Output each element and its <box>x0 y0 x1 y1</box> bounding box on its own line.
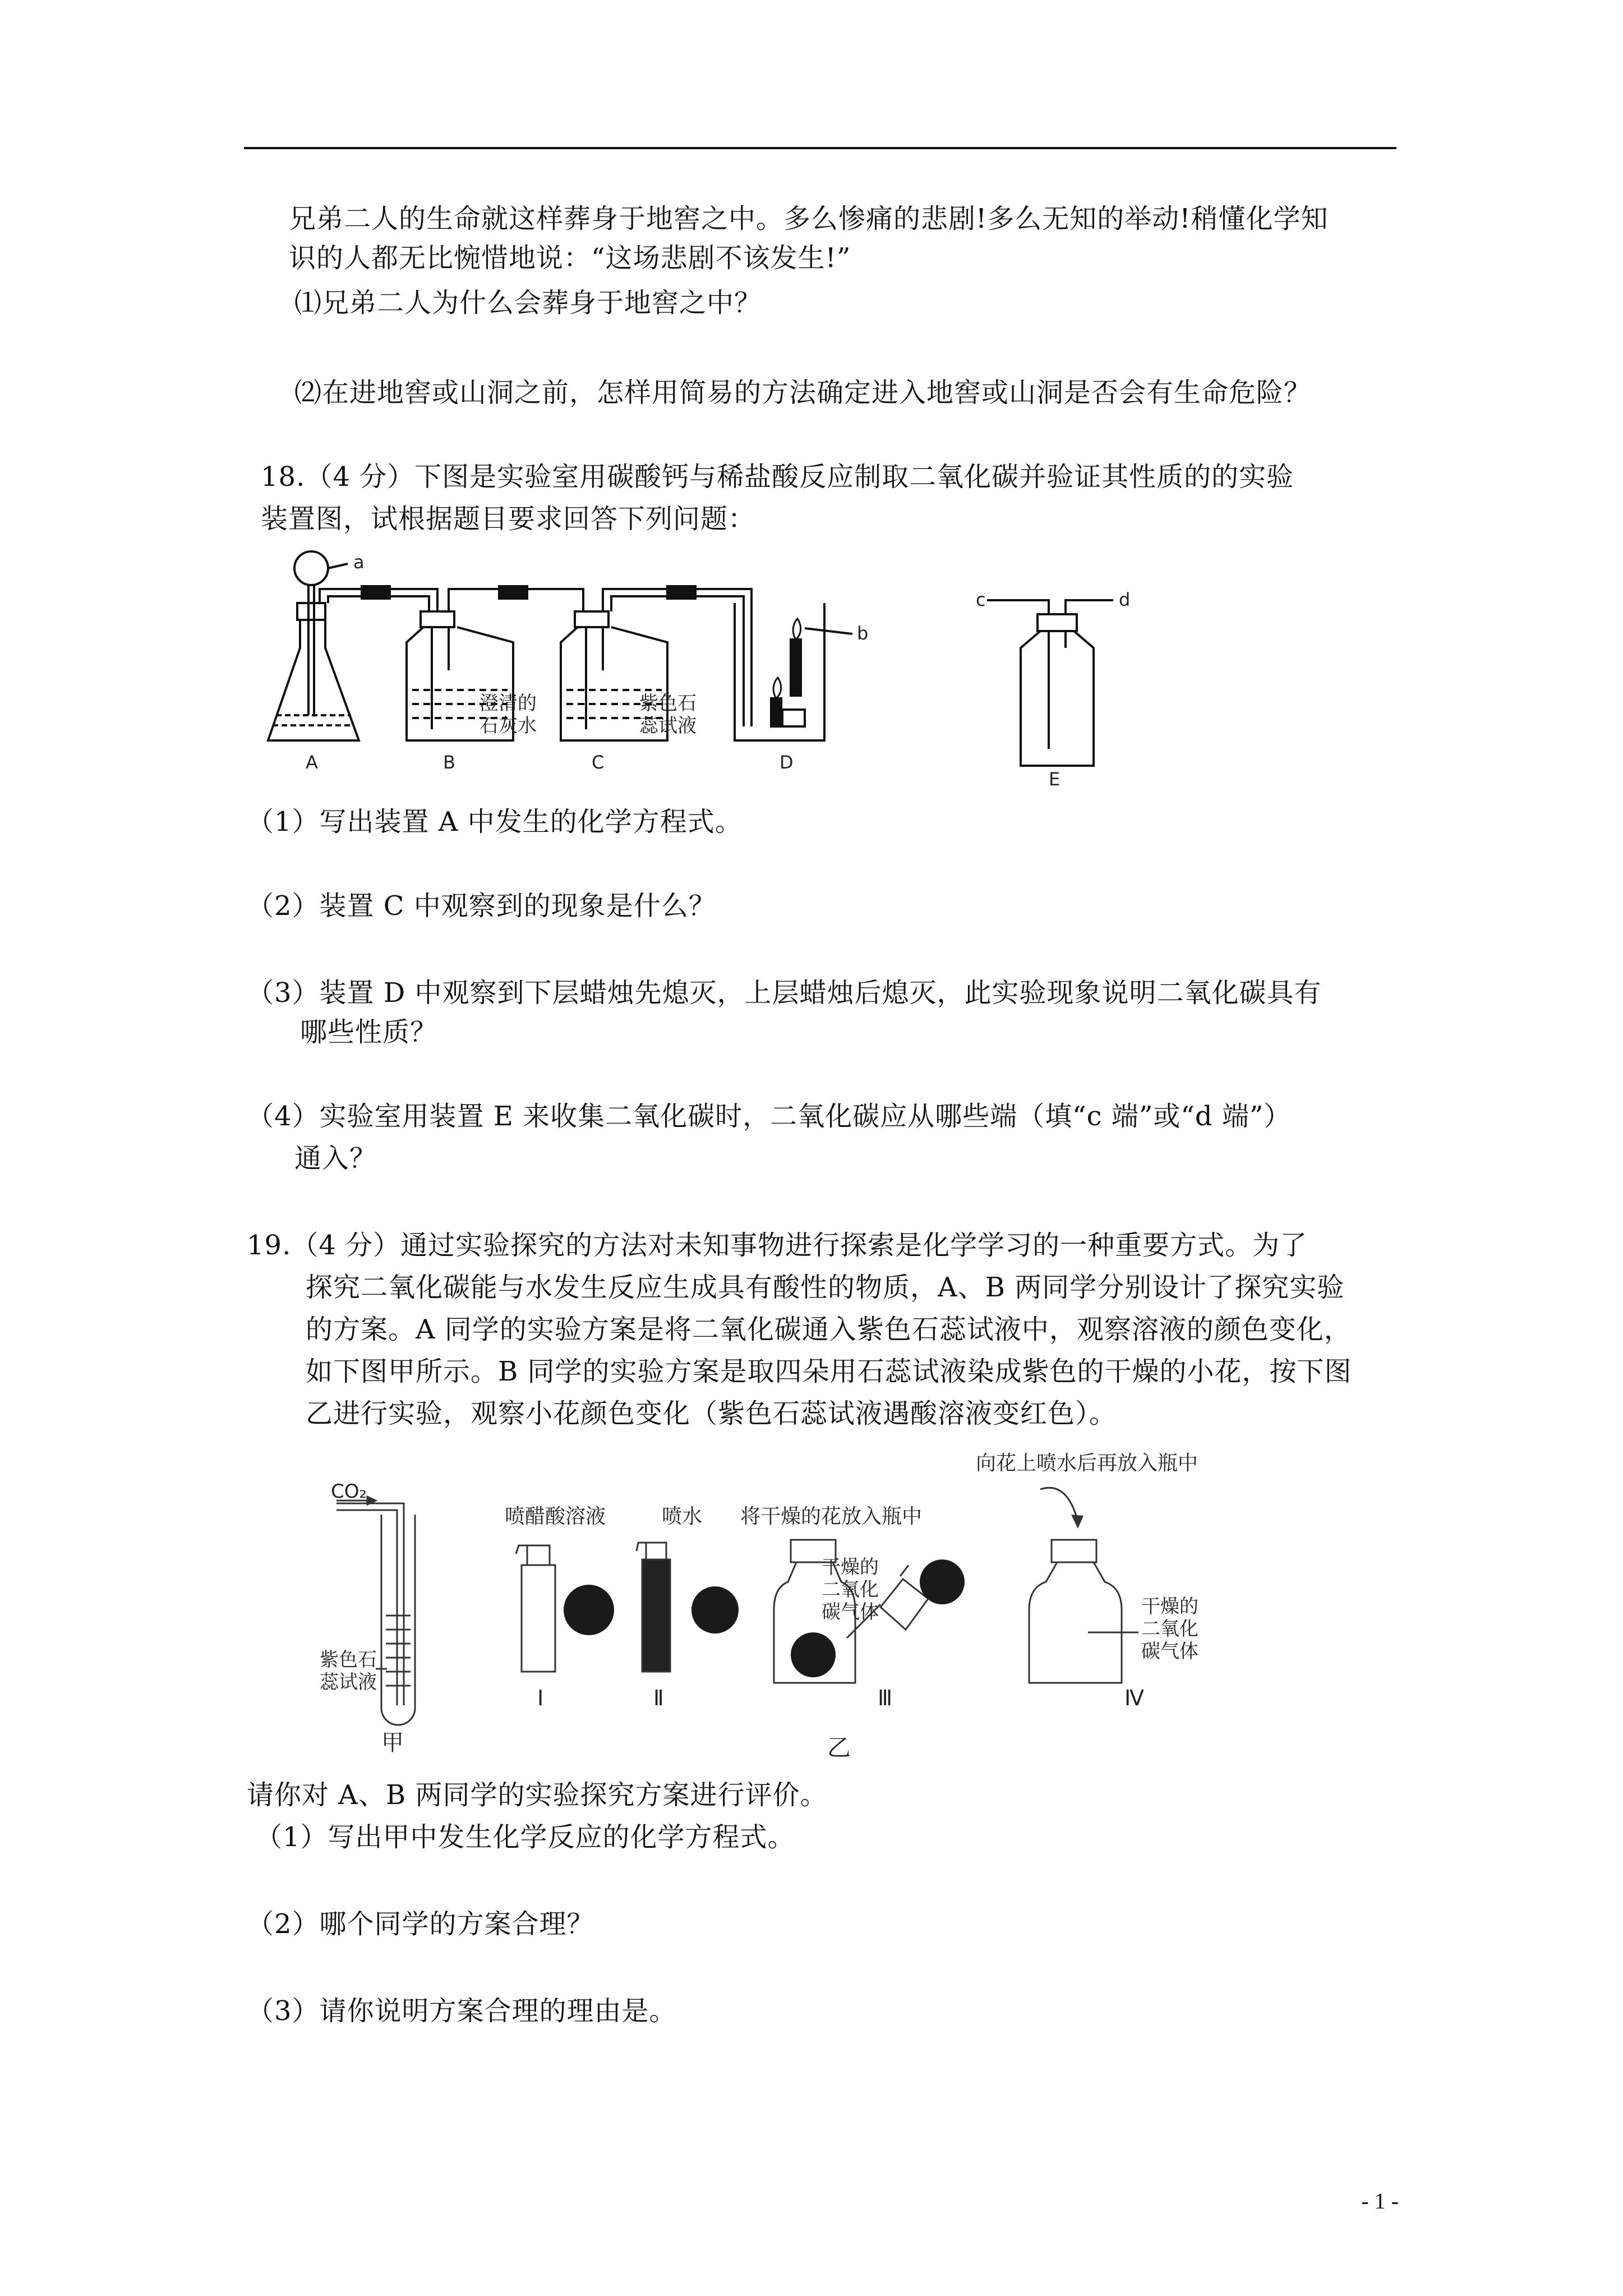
q18-stem-line-1: 18.（4 分）下图是实验室用碳酸钙与稀盐酸反应制取二氧化碳并验证其性质的的实验 <box>261 461 1294 493</box>
label-a: a <box>353 551 365 573</box>
spray-then-put-label: 向花上喷水后再放入瓶中 <box>976 1452 1198 1475</box>
label-b: b <box>857 623 869 644</box>
label-c: c <box>976 589 986 610</box>
tube-liquid-label-2: 蕊试液 <box>320 1671 377 1694</box>
jar-4-gas-label-3: 碳气体 <box>1141 1640 1198 1663</box>
q18-sub-3-line-1: （3）装置 D 中观察到下层蜡烛先熄灭，上层蜡烛后熄灭，此实验现象说明二氧化碳具有 <box>247 977 1322 1009</box>
header-rule <box>244 147 1396 149</box>
intro-question-1: ⑴兄弟二人为什么会葬身于地窖之中？ <box>294 287 762 319</box>
jar-4-lid <box>1052 1540 1096 1562</box>
q18-sub-2: （2）装置 C 中观察到的现象是什么？ <box>247 890 716 922</box>
jar-4-gas-label-2: 二氧化 <box>1141 1618 1198 1640</box>
jar-4 <box>1029 1562 1122 1683</box>
flower-1 <box>564 1585 614 1635</box>
label-D: D <box>780 752 794 773</box>
flowers <box>564 1559 965 1677</box>
q19-sub-2: （2）哪个同学的方案合理？ <box>247 1908 594 1940</box>
bottle-e <box>1021 631 1094 766</box>
label-d: d <box>1119 589 1131 610</box>
q19-evaluation-prompt: 请你对 A、B 两同学的实验探究方案进行评价。 <box>247 1779 828 1811</box>
label-C: C <box>592 752 605 773</box>
label-E: E <box>1049 769 1061 788</box>
q19-stem-line-5: 乙进行实验，观察小花颜色变化（紫色石蕊试液遇酸溶液变红色）。 <box>306 1398 1117 1429</box>
lower-candle <box>771 698 781 726</box>
roman-3-label: Ⅲ <box>878 1686 893 1710</box>
put-dry-flower-label: 将干燥的花放入瓶中 <box>740 1505 923 1528</box>
label-B: B <box>443 752 455 773</box>
q19-sub-3: （3）请你说明方案合理的理由是。 <box>247 1995 677 2027</box>
intro-line-2: 识的人都无比惋惜地说：“这场悲剧不该发生!” <box>289 242 851 274</box>
q18-apparatus-figure <box>258 547 1178 788</box>
upper-candle <box>791 639 801 696</box>
flower-2 <box>691 1586 739 1634</box>
intro-question-2: ⑵在进地窖或山洞之前，怎样用简易的方法确定进入地窖或山洞是否会有生命危险？ <box>294 377 1312 408</box>
spray-bottle-2 <box>642 1559 670 1672</box>
roman-1-label: Ⅰ <box>537 1686 544 1710</box>
spray-vinegar-label: 喷醋酸溶液 <box>505 1505 606 1528</box>
jia-label: 甲 <box>381 1730 404 1756</box>
b-liquid-label-2: 石灰水 <box>479 715 537 737</box>
q18-sub-4-line-2: 通入？ <box>294 1143 377 1174</box>
separatory-funnel-bulb <box>294 551 328 585</box>
jar-4-gas-label-1: 干燥的 <box>1141 1595 1198 1618</box>
q19-stem-line-2: 探究二氧化碳能与水发生反应生成具有酸性的物质，A、B 两同学分别设计了探究实验 <box>306 1272 1345 1303</box>
flower-4 <box>920 1559 965 1604</box>
q18-sub-3-line-2: 哪些性质？ <box>300 1016 438 1048</box>
roman-4-label: Ⅳ <box>1124 1686 1145 1710</box>
q19-experiment-figure <box>314 1447 1312 1761</box>
q18-sub-4-line-1: （4）实验室用装置 E 来收集二氧化碳时，二氧化碳应从哪些端（填“c 端”或“d 端”） <box>247 1101 1292 1132</box>
q19-sub-1: （1）写出甲中发生化学反应的化学方程式。 <box>255 1821 795 1853</box>
flower-3 <box>791 1632 836 1677</box>
c-liquid-label-1: 紫色石 <box>639 692 697 715</box>
c-liquid-label-2: 蕊试液 <box>639 715 697 737</box>
q19-stem-line-4: 如下图甲所示。B 同学的实验方案是取四朵用石蕊试液染成紫色的干燥的小花，按下图 <box>306 1356 1352 1387</box>
page-number: - 1 - <box>1361 2188 1399 2214</box>
yi-label: 乙 <box>827 1734 851 1761</box>
jar-3-gas-label-1: 干燥的 <box>822 1556 879 1579</box>
q18-sub-1: （1）写出装置 A 中发生的化学方程式。 <box>247 806 743 838</box>
b-liquid-label-1: 澄清的 <box>479 692 537 715</box>
intro-line-1: 兄弟二人的生命就这样葬身于地窖之中。多么惨痛的悲剧!多么无知的举动!稍懂化学知 <box>289 203 1329 234</box>
jar-3-gas-label-3: 碳气体 <box>822 1601 879 1623</box>
jar-3-gas-label-2: 二氧化 <box>822 1579 879 1601</box>
label-A: A <box>306 752 318 773</box>
q18-stem-line-2: 装置图，试根据题目要求回答下列问题： <box>261 503 756 535</box>
q19-stem-line-3: 的方案。A 同学的实验方案是将二氧化碳通入紫色石蕊试液中，观察溶液的颜色变化， <box>306 1314 1352 1345</box>
test-tube <box>381 1515 415 1725</box>
spray-water-label: 喷水 <box>662 1505 703 1528</box>
roman-2-label: Ⅱ <box>653 1686 664 1710</box>
q19-stem-line-1: 19.（4 分）通过实验探究的方法对未知事物进行探索是化学学习的一种重要方式。为了 <box>247 1230 1308 1261</box>
flask-a-stopper <box>297 603 325 620</box>
tube-liquid-label-1: 紫色石 <box>320 1649 377 1671</box>
co2-label: CO₂ <box>331 1480 367 1503</box>
spray-bottle-1 <box>522 1565 555 1672</box>
